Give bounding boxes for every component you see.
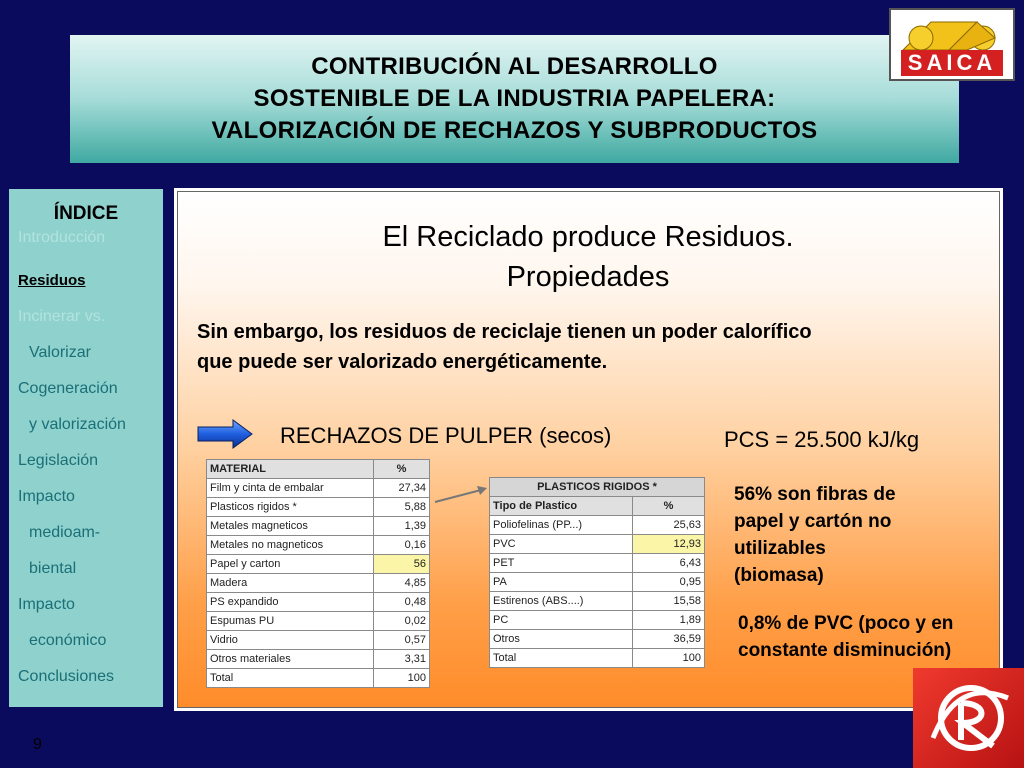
index-item-economico[interactable]: económico [29, 632, 107, 649]
table-row [207, 593, 430, 612]
index-item-incinerar[interactable]: Incinerar vs. [18, 308, 106, 325]
index-heading: ÍNDICE [53, 203, 119, 224]
percent-header: % [374, 460, 430, 479]
slide-title-line-2: SOSTENIBLE DE LA INDUSTRIA PAPELERA: [253, 85, 776, 112]
slide-title-line-3: VALORIZACIÓN DE RECHAZOS Y SUBPRODUCTOS [211, 117, 818, 144]
material-percent: 0,16 [374, 536, 430, 555]
plastic-percent: 6,43 [633, 554, 705, 573]
plastic-percent: 36,59 [633, 630, 705, 649]
material-name: Vidrio [207, 631, 374, 650]
index-item-cogeneracion[interactable]: Cogeneración [18, 380, 118, 397]
plastic-type: PVC [490, 535, 633, 554]
material-percent: 27,34 [374, 479, 430, 498]
plastic-percent: 1,89 [633, 611, 705, 630]
fibras-note-line: utilizables [734, 538, 826, 559]
table-header-row [207, 460, 430, 479]
plasticos-table [489, 477, 705, 668]
fibras-note-line: 56% son fibras de [734, 484, 896, 505]
fibras-note-line: (biomasa) [734, 565, 824, 586]
connector-arrow-icon [433, 485, 489, 505]
table-row [490, 630, 705, 649]
percent-header: % [633, 497, 705, 516]
table-row [207, 650, 430, 669]
material-name: Metales magneticos [207, 517, 374, 536]
material-percent: 0,57 [374, 631, 430, 650]
table-row [207, 536, 430, 555]
plastic-percent-highlight: 12,93 [633, 535, 705, 554]
plastic-type: PET [490, 554, 633, 573]
material-table [206, 459, 430, 688]
plastic-type: Otros [490, 630, 633, 649]
index-list [9, 227, 163, 695]
material-percent: 100 [374, 669, 430, 688]
table-row [490, 611, 705, 630]
material-percent: 1,39 [374, 517, 430, 536]
material-name: Papel y carton [207, 555, 374, 574]
content-panel [174, 188, 1003, 711]
material-percent: 0,48 [374, 593, 430, 612]
index-item-legislacion[interactable]: Legislación [18, 452, 99, 469]
pvc-note-line: 0,8% de PVC (poco y en [738, 613, 954, 634]
plastic-percent: 100 [633, 649, 705, 668]
content-title-line-1: El Reciclado produce Residuos. [382, 221, 794, 253]
plastic-type: Poliofelinas (PP...) [490, 516, 633, 535]
plastic-percent: 25,63 [633, 516, 705, 535]
material-name: PS expandido [207, 593, 374, 612]
index-item-valorizacion[interactable]: y valorización [29, 416, 126, 433]
pcs-value: PCS = 25.500 kJ/kg [724, 427, 920, 452]
material-name: Otros materiales [207, 650, 374, 669]
index-item-residuos[interactable]: Residuos [18, 272, 86, 289]
table-row [207, 555, 430, 574]
table-row [207, 498, 430, 517]
table-row [207, 669, 430, 688]
material-name: Madera [207, 574, 374, 593]
intro-line-2: que puede ser valorizado energéticamente. [197, 351, 608, 373]
table-row [490, 592, 705, 611]
material-name: Film y cinta de embalar [207, 479, 374, 498]
index-item-biental[interactable]: biental [29, 560, 77, 577]
saica-logo [889, 8, 1015, 81]
plasticos-caption: PLASTICOS RIGIDOS * [490, 478, 705, 497]
pvc-note-line: constante disminución) [738, 640, 952, 661]
blue-arrow-icon [197, 419, 253, 449]
fibras-note-line: papel y cartón no [734, 511, 892, 532]
slide-title-line-1: CONTRIBUCIÓN AL DESARROLLO [311, 53, 718, 80]
table-row [207, 574, 430, 593]
slide-title-banner [70, 35, 959, 163]
material-percent: 0,02 [374, 612, 430, 631]
index-sidebar [9, 189, 163, 707]
material-header: MATERIAL [207, 460, 374, 479]
fibras-note [734, 481, 954, 589]
intro-line-1: Sin embargo, los residuos de reciclaje tienen un poder calorífico [197, 321, 812, 343]
er-corner-logo [913, 668, 1024, 768]
table-row [207, 612, 430, 631]
table-row [207, 479, 430, 498]
plastic-type: Estirenos (ABS....) [490, 592, 633, 611]
material-name: Total [207, 669, 374, 688]
pvc-note [738, 610, 1008, 664]
material-name: Plasticos rigidos * [207, 498, 374, 517]
material-percent: 3,31 [374, 650, 430, 669]
saica-logo-text: SAICA [901, 50, 1003, 76]
material-name: Espumas PU [207, 612, 374, 631]
plastic-type: PC [490, 611, 633, 630]
index-item-impacto-medioambiental[interactable]: Impacto [18, 488, 75, 505]
index-item-medioam[interactable]: medioam- [29, 524, 101, 541]
index-item-valorizar[interactable]: Valorizar [29, 344, 91, 361]
plastic-type: Total [490, 649, 633, 668]
er-monogram-icon [913, 668, 1024, 768]
table-header-row [490, 497, 705, 516]
table-row [490, 554, 705, 573]
page-number: 9 [33, 736, 42, 753]
table-row [207, 517, 430, 536]
content-title-line-2: Propiedades [506, 261, 670, 293]
plastic-type: PA [490, 573, 633, 592]
material-name: Metales no magneticos [207, 536, 374, 555]
content-panel-inner [177, 191, 1000, 708]
index-item-introduccion[interactable]: Introducción [18, 229, 106, 246]
index-item-conclusiones[interactable]: Conclusiones [18, 668, 115, 685]
material-percent: 4,85 [374, 574, 430, 593]
material-percent: 5,88 [374, 498, 430, 517]
plastic-percent: 0,95 [633, 573, 705, 592]
table-row [490, 573, 705, 592]
table-row [490, 516, 705, 535]
table-row [490, 535, 705, 554]
table-caption-row [490, 478, 705, 497]
rechazos-label: RECHAZOS DE PULPER (secos) [280, 423, 612, 448]
material-percent-highlight: 56 [374, 555, 430, 574]
tipo-header: Tipo de Plastico [490, 497, 633, 516]
table-row [207, 631, 430, 650]
intro-paragraph [197, 317, 997, 377]
plastic-percent: 15,58 [633, 592, 705, 611]
index-item-impacto-economico[interactable]: Impacto [18, 596, 75, 613]
table-row [490, 649, 705, 668]
